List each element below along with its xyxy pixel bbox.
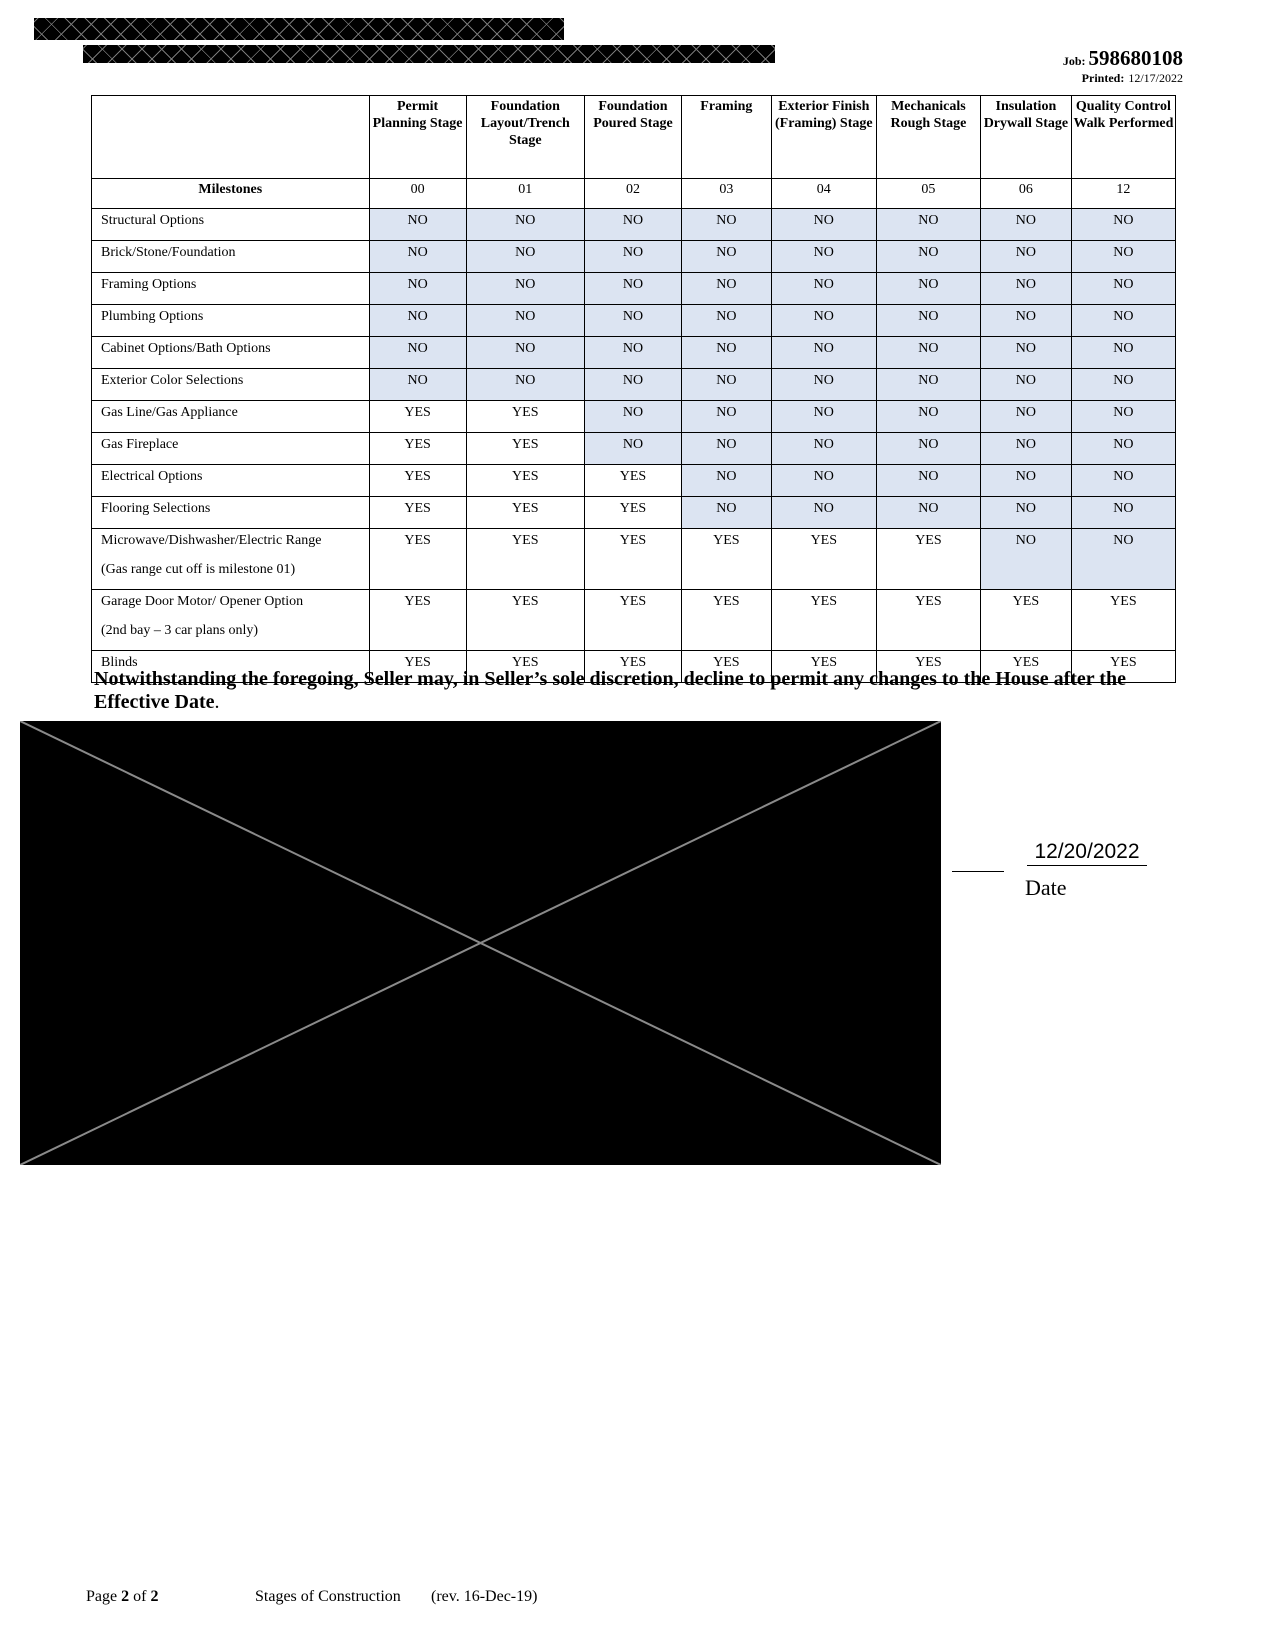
stage-header: Foundation Layout/Trench Stage [466, 96, 584, 179]
change-allowed-cell: NO [1071, 273, 1175, 305]
change-allowed-cell: NO [771, 273, 876, 305]
change-allowed-cell: NO [771, 465, 876, 497]
change-allowed-cell: NO [466, 369, 584, 401]
change-allowed-cell: YES [466, 401, 584, 433]
option-name: Gas Fireplace [101, 437, 179, 452]
change-allowed-cell: NO [980, 401, 1071, 433]
change-allowed-cell: NO [584, 337, 681, 369]
option-row [92, 529, 1176, 590]
change-allowed-cell: NO [980, 497, 1071, 529]
change-allowed-cell: NO [681, 273, 771, 305]
change-allowed-cell: NO [584, 273, 681, 305]
change-allowed-cell: NO [1071, 401, 1175, 433]
page-number [86, 1588, 158, 1606]
change-allowed-cell: NO [369, 209, 466, 241]
change-allowed-cell: YES [584, 497, 681, 529]
change-allowed-cell: NO [466, 273, 584, 305]
job-line [1063, 48, 1183, 69]
change-allowed-cell: NO [876, 209, 980, 241]
seller-discretion-notice [94, 668, 1184, 714]
change-allowed-cell: NO [681, 465, 771, 497]
milestone-code: 03 [681, 179, 771, 209]
option-row [92, 273, 1176, 305]
change-allowed-cell: NO [369, 369, 466, 401]
option-name-cell [92, 241, 370, 273]
page-of: of [129, 1588, 151, 1605]
change-allowed-cell: NO [584, 241, 681, 273]
corner-cell [92, 96, 370, 179]
change-allowed-cell: YES [771, 651, 876, 683]
option-row [92, 369, 1176, 401]
printed-date: 12/17/2022 [1128, 71, 1183, 85]
change-allowed-cell: NO [1071, 369, 1175, 401]
change-allowed-cell: NO [369, 305, 466, 337]
option-name-cell [92, 529, 370, 590]
change-allowed-cell: YES [771, 529, 876, 590]
change-allowed-cell: NO [980, 337, 1071, 369]
job-label: Job: [1062, 54, 1086, 68]
change-allowed-cell: YES [584, 465, 681, 497]
option-name: Garage Door Motor/ Opener Option [101, 594, 304, 609]
change-allowed-cell: YES [369, 497, 466, 529]
change-allowed-cell: NO [681, 369, 771, 401]
change-allowed-cell: YES [369, 529, 466, 590]
change-allowed-cell: NO [584, 209, 681, 241]
change-allowed-cell: NO [980, 369, 1071, 401]
change-allowed-cell: NO [1071, 497, 1175, 529]
change-allowed-cell: YES [1071, 590, 1175, 651]
change-allowed-cell: NO [980, 305, 1071, 337]
change-allowed-cell: NO [369, 273, 466, 305]
option-name-cell [92, 590, 370, 651]
option-row [92, 241, 1176, 273]
change-allowed-cell: NO [876, 497, 980, 529]
page-prefix: Page [86, 1588, 122, 1605]
option-name: Flooring Selections [101, 501, 211, 516]
milestone-code: 06 [980, 179, 1071, 209]
change-allowed-cell: NO [771, 241, 876, 273]
change-allowed-cell: NO [876, 305, 980, 337]
stage-header: Exterior Finish (Framing) Stage [771, 96, 876, 179]
change-allowed-cell: NO [771, 401, 876, 433]
change-allowed-cell: NO [466, 337, 584, 369]
change-allowed-cell: NO [584, 433, 681, 465]
change-allowed-cell: YES [980, 590, 1071, 651]
change-allowed-cell: NO [771, 209, 876, 241]
option-name: Cabinet Options/Bath Options [101, 341, 271, 356]
signed-date: 12/20/2022 [1027, 840, 1147, 866]
page-total: 2 [150, 1588, 159, 1605]
change-allowed-cell: NO [980, 209, 1071, 241]
option-row [92, 465, 1176, 497]
stage-header: Insulation Drywall Stage [980, 96, 1071, 179]
change-allowed-cell: NO [466, 209, 584, 241]
change-allowed-cell: NO [1071, 529, 1175, 590]
redacted-text-bar [34, 18, 564, 40]
change-allowed-cell: NO [1071, 305, 1175, 337]
construction-stages-table [91, 95, 1176, 683]
change-allowed-cell: NO [1071, 433, 1175, 465]
option-row [92, 305, 1176, 337]
change-allowed-cell: YES [466, 497, 584, 529]
option-name: Gas Line/Gas Appliance [101, 405, 238, 420]
option-name: Exterior Color Selections [101, 373, 244, 388]
change-allowed-cell: NO [681, 433, 771, 465]
option-row [92, 209, 1176, 241]
option-name-cell [92, 369, 370, 401]
change-allowed-cell: NO [980, 241, 1071, 273]
change-allowed-cell: YES [466, 651, 584, 683]
date-label: Date [1025, 875, 1067, 900]
table-body [92, 179, 1176, 683]
milestone-code: 00 [369, 179, 466, 209]
change-allowed-cell: NO [1071, 209, 1175, 241]
change-allowed-cell: NO [584, 305, 681, 337]
notice-period: . [214, 691, 220, 713]
page-current: 2 [121, 1588, 130, 1605]
option-row [92, 433, 1176, 465]
placeholder-cross-icon [20, 721, 941, 1165]
change-allowed-cell: NO [876, 465, 980, 497]
milestone-code: 05 [876, 179, 980, 209]
change-allowed-cell: NO [771, 369, 876, 401]
option-name-cell [92, 497, 370, 529]
change-allowed-cell: YES [980, 651, 1071, 683]
change-allowed-cell: YES [466, 433, 584, 465]
revision-label: (rev. 16-Dec-19) [431, 1588, 538, 1605]
redacted-signature-image [20, 721, 941, 1165]
change-allowed-cell: NO [876, 401, 980, 433]
change-allowed-cell: NO [876, 241, 980, 273]
milestone-code: 12 [1071, 179, 1175, 209]
change-allowed-cell: NO [980, 433, 1071, 465]
milestone-code: 01 [466, 179, 584, 209]
milestone-code: 02 [584, 179, 681, 209]
milestone-row [92, 179, 1176, 209]
change-allowed-cell: NO [771, 497, 876, 529]
change-allowed-cell: NO [771, 337, 876, 369]
change-allowed-cell: YES [466, 590, 584, 651]
change-allowed-cell: YES [369, 465, 466, 497]
change-allowed-cell: NO [876, 273, 980, 305]
change-allowed-cell: NO [681, 497, 771, 529]
change-allowed-cell: NO [369, 241, 466, 273]
option-name-cell [92, 433, 370, 465]
change-allowed-cell: NO [681, 209, 771, 241]
option-row [92, 590, 1176, 651]
option-name-cell [92, 465, 370, 497]
notice-text: Notwithstanding the foregoing, Seller may, in Seller’s sole discretion, decline to permit any changes to the House after the Effective Date [94, 668, 1126, 713]
change-allowed-cell: YES [369, 401, 466, 433]
option-name-cell [92, 337, 370, 369]
change-allowed-cell: NO [681, 305, 771, 337]
option-name-cell [92, 401, 370, 433]
change-allowed-cell: NO [771, 305, 876, 337]
printed-label: Printed: [1081, 71, 1125, 85]
change-allowed-cell: NO [980, 529, 1071, 590]
option-name: Framing Options [101, 277, 197, 292]
option-name: Microwave/Dishwasher/Electric Range [101, 533, 322, 548]
change-allowed-cell: NO [1071, 337, 1175, 369]
option-name: Brick/Stone/Foundation [101, 245, 236, 260]
change-allowed-cell: NO [980, 273, 1071, 305]
change-allowed-cell: NO [1071, 465, 1175, 497]
printed-line [1063, 72, 1183, 84]
change-allowed-cell: NO [466, 305, 584, 337]
job-info [1063, 48, 1183, 84]
change-allowed-cell: NO [980, 465, 1071, 497]
change-allowed-cell: YES [584, 651, 681, 683]
change-allowed-cell: NO [681, 241, 771, 273]
change-allowed-cell: YES [876, 590, 980, 651]
change-allowed-cell: NO [369, 337, 466, 369]
option-name-cell [92, 273, 370, 305]
change-allowed-cell: YES [466, 465, 584, 497]
signature-blank-line [952, 871, 1004, 872]
option-name: Blinds [101, 655, 138, 670]
stage-header: Foundation Poured Stage [584, 96, 681, 179]
change-allowed-cell: NO [681, 401, 771, 433]
change-allowed-cell: YES [1071, 651, 1175, 683]
redacted-text-bar [83, 45, 775, 63]
option-row [92, 401, 1176, 433]
milestone-code: 04 [771, 179, 876, 209]
option-name: Electrical Options [101, 469, 203, 484]
option-row [92, 497, 1176, 529]
option-note: (Gas range cut off is milestone 01) [101, 562, 296, 577]
change-allowed-cell: YES [771, 590, 876, 651]
option-name-cell [92, 209, 370, 241]
change-allowed-cell: NO [584, 369, 681, 401]
option-note: (2nd bay – 3 car plans only) [101, 623, 259, 638]
stage-header: Framing [681, 96, 771, 179]
option-name-cell [92, 305, 370, 337]
change-allowed-cell: YES [681, 651, 771, 683]
change-allowed-cell: YES [584, 529, 681, 590]
change-allowed-cell: NO [876, 433, 980, 465]
change-allowed-cell: NO [1071, 241, 1175, 273]
stage-header: Mechanicals Rough Stage [876, 96, 980, 179]
document-title: Stages of Construction [255, 1588, 401, 1605]
change-allowed-cell: NO [876, 337, 980, 369]
change-allowed-cell: NO [771, 433, 876, 465]
option-name: Structural Options [101, 213, 205, 228]
job-number: 598680108 [1088, 46, 1183, 70]
milestones-label: Milestones [92, 179, 370, 209]
change-allowed-cell: YES [681, 590, 771, 651]
stage-header-row [92, 96, 1176, 179]
change-allowed-cell: YES [876, 651, 980, 683]
change-allowed-cell: YES [584, 590, 681, 651]
change-allowed-cell: YES [466, 529, 584, 590]
change-allowed-cell: NO [584, 401, 681, 433]
change-allowed-cell: YES [681, 529, 771, 590]
change-allowed-cell: NO [681, 337, 771, 369]
change-allowed-cell: NO [466, 241, 584, 273]
option-name: Plumbing Options [101, 309, 204, 324]
change-allowed-cell: NO [876, 369, 980, 401]
change-allowed-cell: YES [369, 651, 466, 683]
change-allowed-cell: YES [369, 590, 466, 651]
stage-header: Permit Planning Stage [369, 96, 466, 179]
change-allowed-cell: YES [369, 433, 466, 465]
stage-header: Quality Control Walk Performed [1071, 96, 1175, 179]
option-row [92, 337, 1176, 369]
change-allowed-cell: YES [876, 529, 980, 590]
